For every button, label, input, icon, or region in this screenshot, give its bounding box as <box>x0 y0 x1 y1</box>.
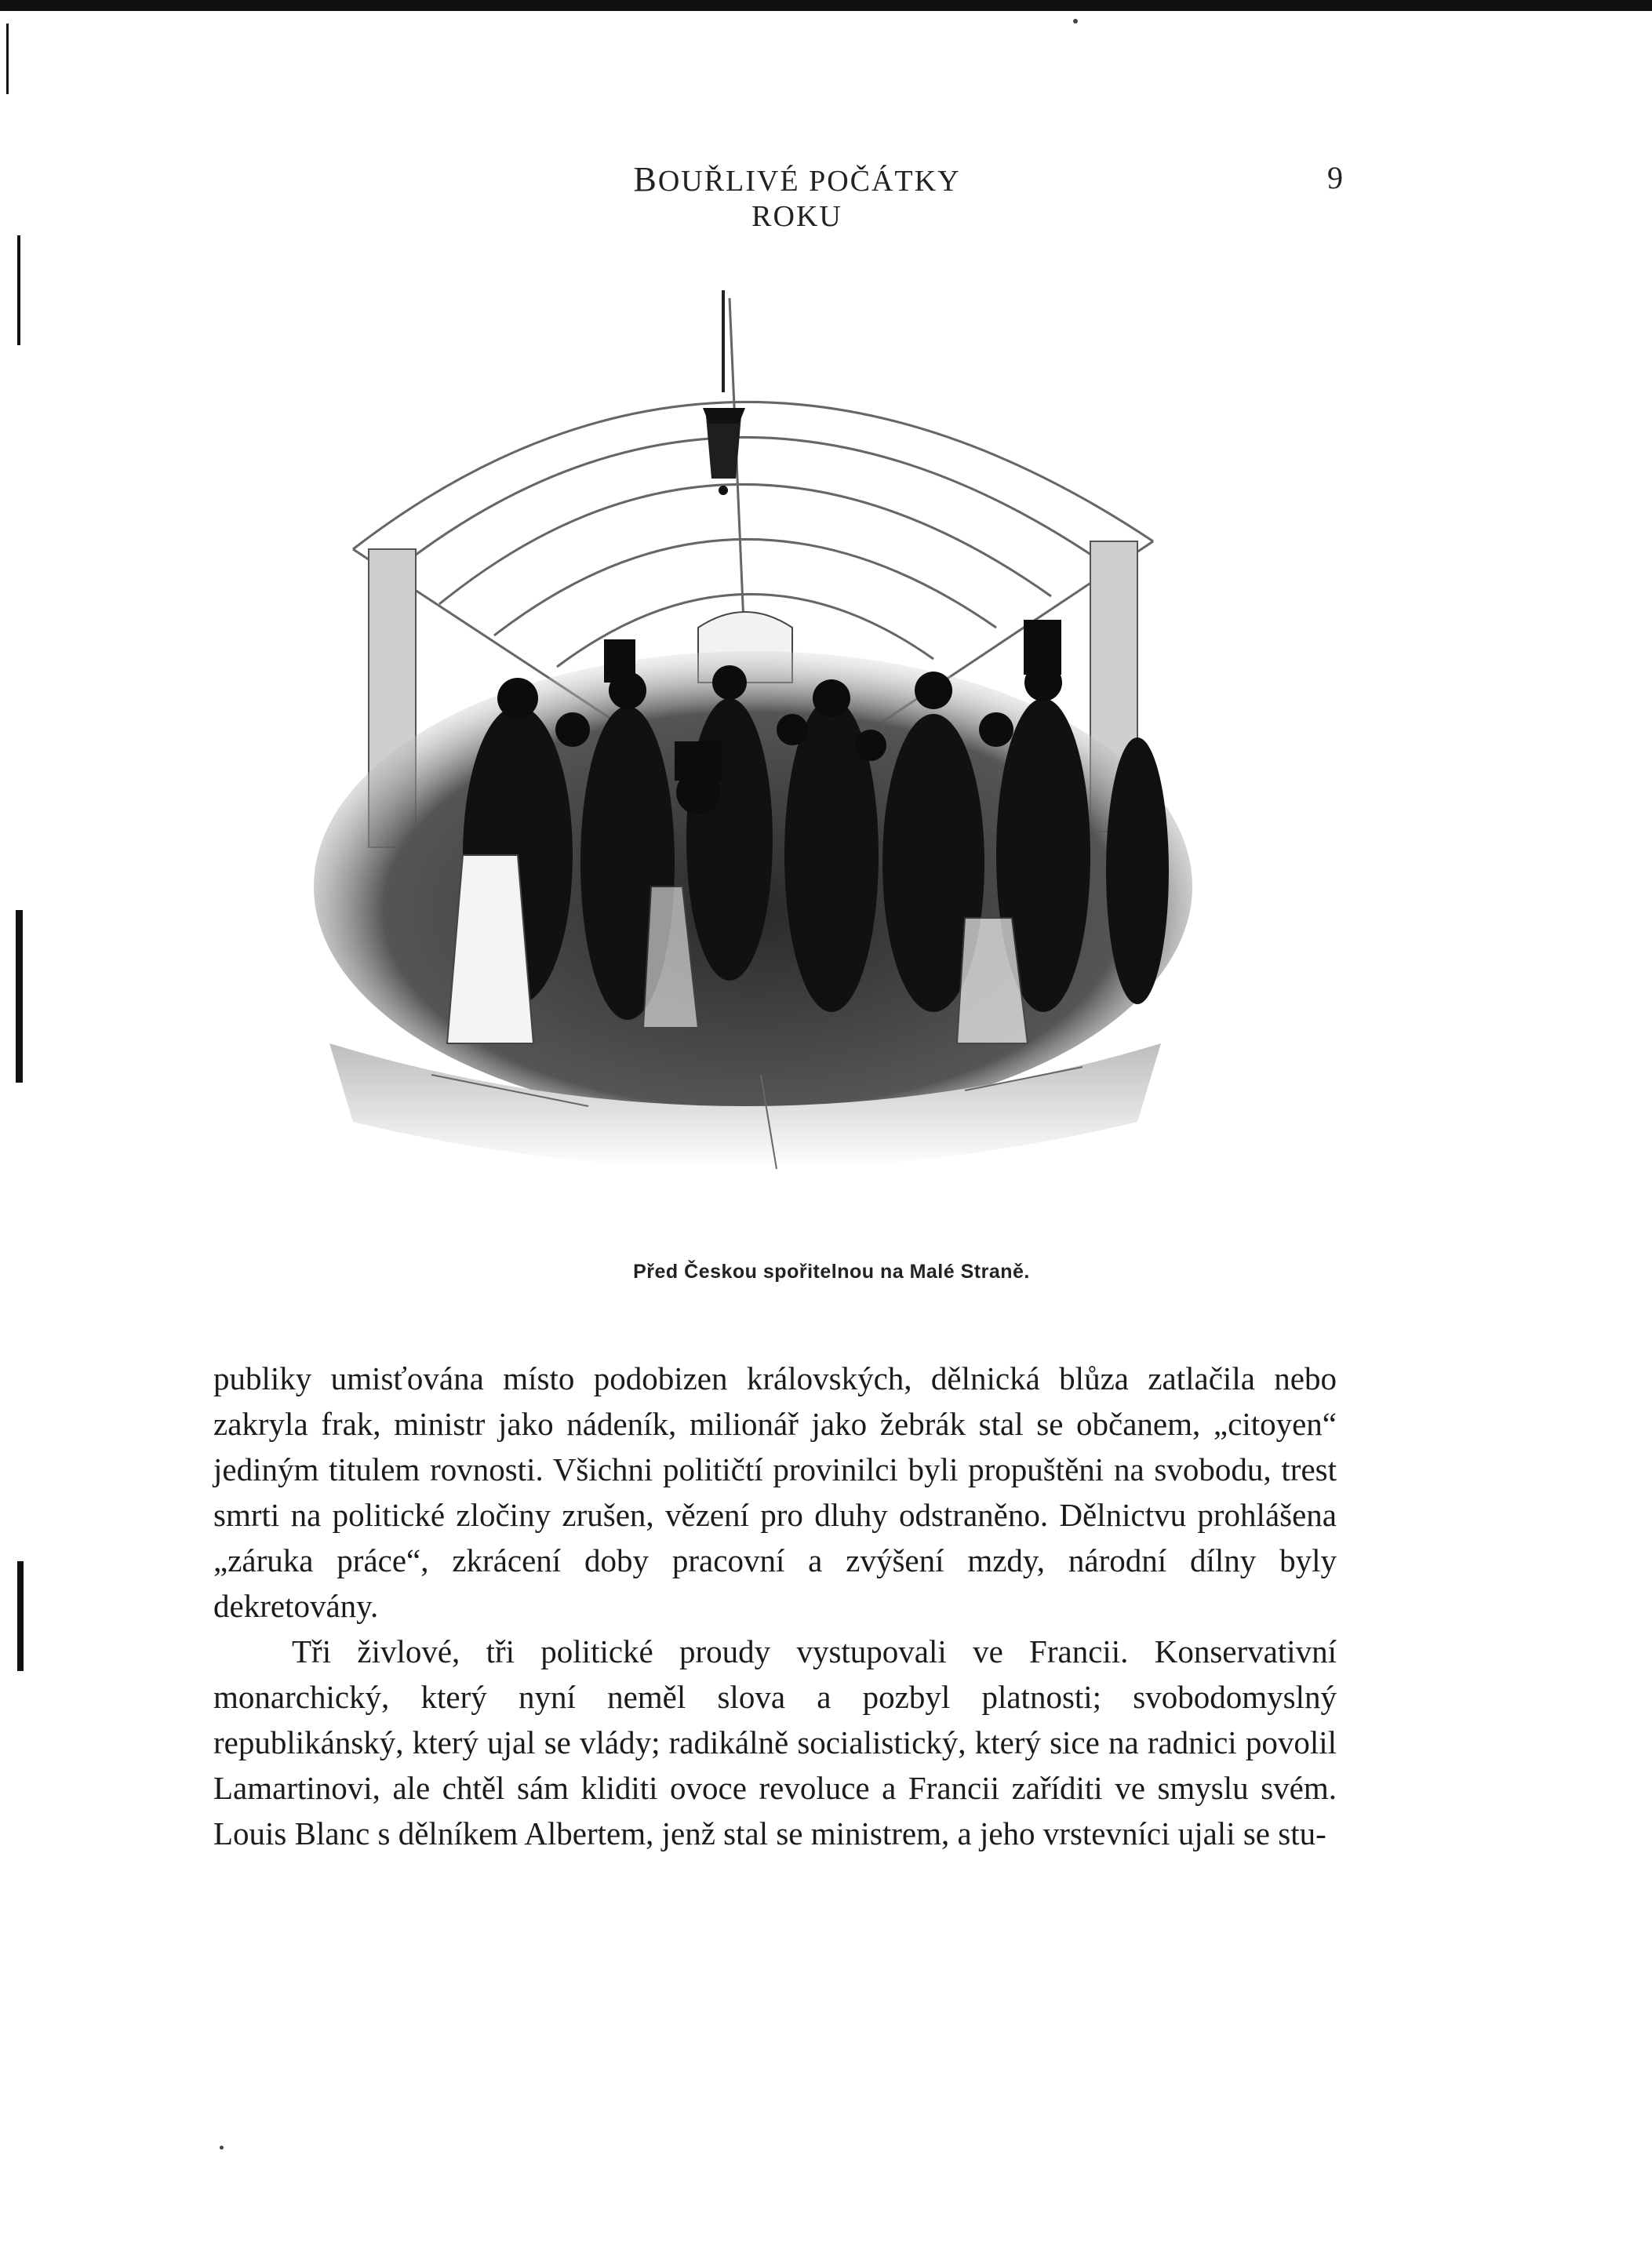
scan-left-edge <box>0 0 27 2250</box>
paragraph: Tři živlové, tři politické proudy vystupovali ve Francii. Konservativní monarchický, který nyní neměl slova a pozbyl platnosti; svobodomyslný republikánský, který ujal se vlády; radikálně socialistický, který sice na radnici povolil Lamartinovi, ale chtěl sám kliditi ovoce revoluce a Francii zaříditi ve smyslu svém. Louis Blanc s dělníkem Albertem, jenž stal se ministrem, a jeho vrstevníci ujali se stu- <box>213 1633 1337 1851</box>
scan-speck <box>220 2146 224 2150</box>
page-number: 9 <box>1327 160 1343 195</box>
running-head: BOUŘLIVÉ POČÁTKY ROKU <box>633 160 961 233</box>
illustration <box>259 290 1239 1216</box>
scan-speck <box>1073 19 1078 24</box>
arcade-crowd-engraving <box>259 290 1239 1216</box>
body-text <box>213 1356 1337 1856</box>
lantern-icon <box>703 290 745 495</box>
scan-top-edge <box>0 0 1652 11</box>
paragraph: publiky umisťována místo podobizen královských, dělnická blůza zatlačila nebo zakryla frak, ministr jako nádeník, milionář jako žebrák stal se občanem, „citoyen“ jediným titulem rovnosti. Všichni političtí provinilci byli propuštěni na svobodu, trest smrti na politické zločiny zrušen, vězení pro dluhy odstraněno. Dělnictvu prohlášena „záruka práce“, zkrácení doby pracovní a zvýšení mzdy, národní dílny byly dekretovány. <box>213 1360 1337 1624</box>
illustration-caption: Před Českou spořitelnou na Malé Straně. <box>633 1261 1030 1283</box>
